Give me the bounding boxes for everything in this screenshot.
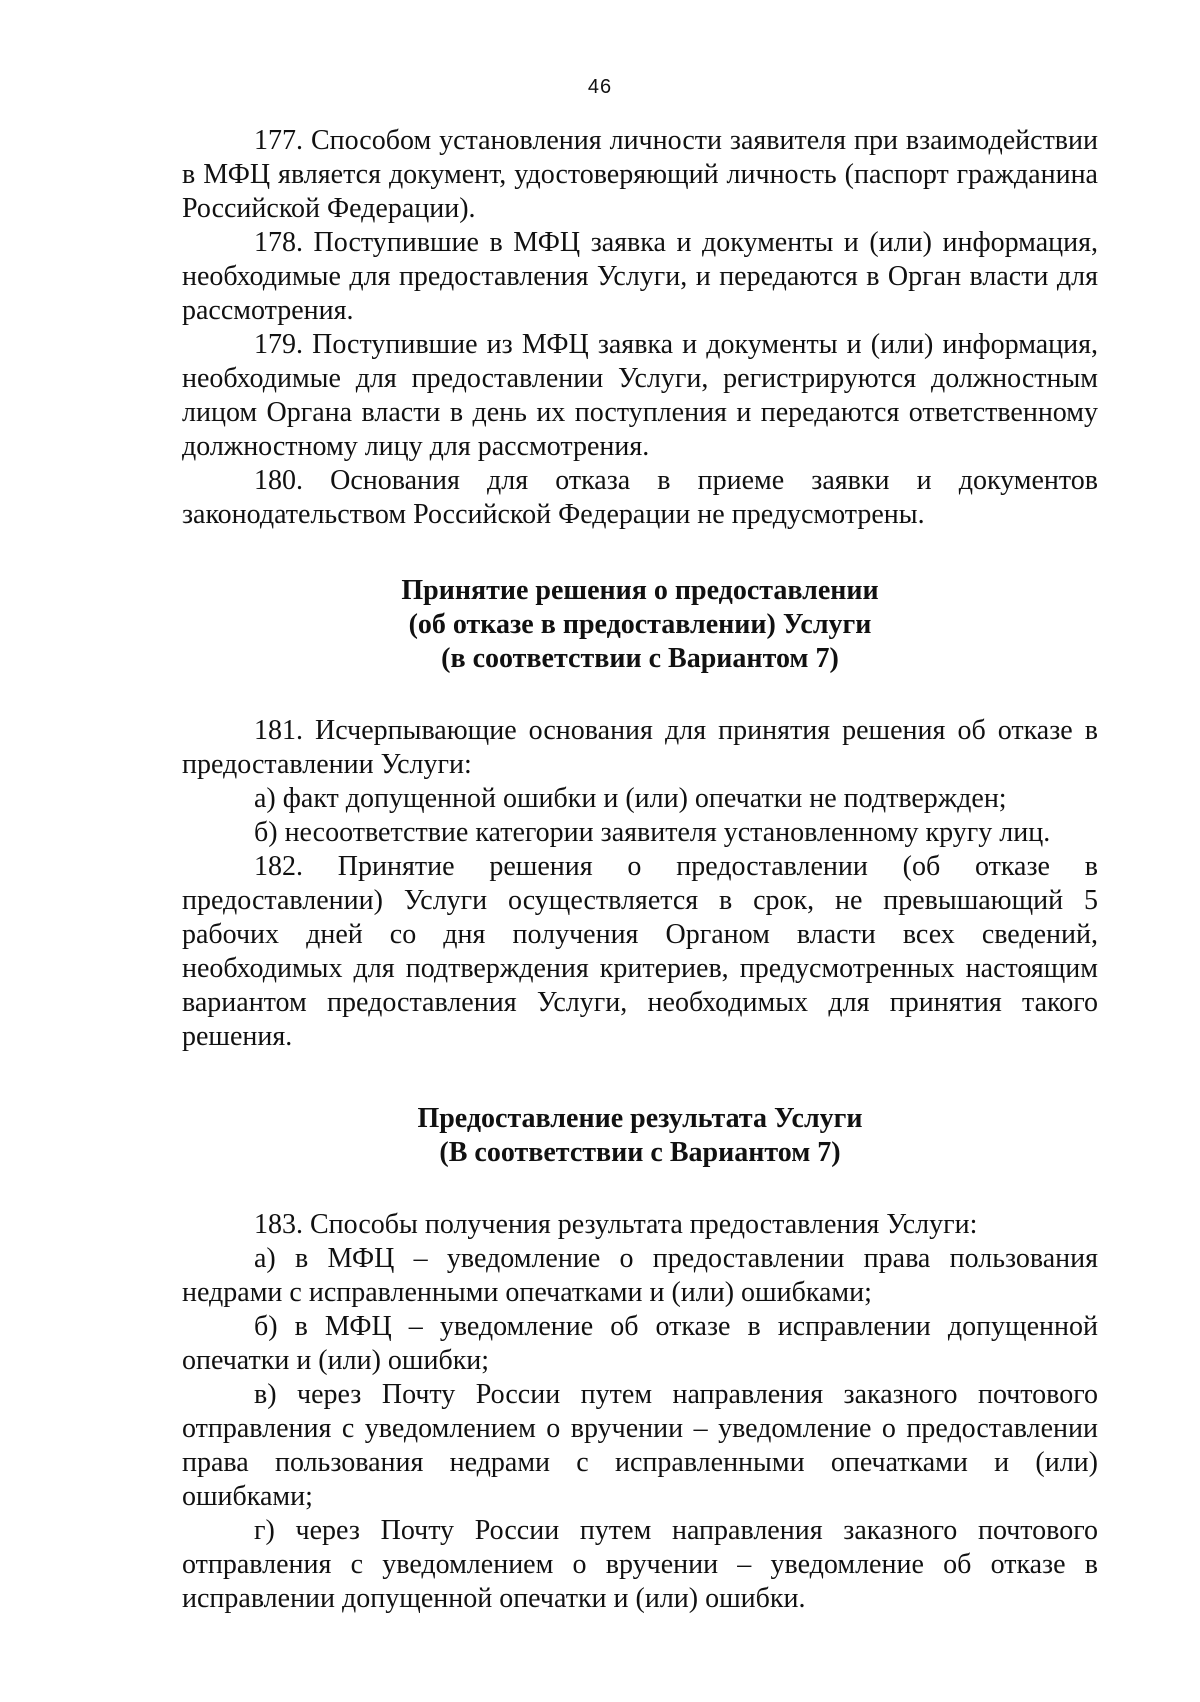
paragraph-182: 182. Принятие решения о предоставлении (об отказе в предоставлении) Услуги осуществляется в срок, не превышающий 5 рабочих дней со дня получения Органом власти всех сведений, необходимых для подтверждения критериев, предусмотренных настоящим вариантом предоставления Услуги, необходимых для принятия такого решения. bbox=[182, 851, 1098, 1052]
list-item-b: б) в МФЦ – уведомление об отказе в исправлении допущенной опечатки и (или) ошибки; bbox=[182, 1311, 1098, 1376]
heading-line: (в соответствии с Вариантом 7) bbox=[441, 643, 839, 674]
paragraph-181: 181. Исчерпывающие основания для принятия решения об отказе в предоставлении Услуги: bbox=[182, 715, 1098, 780]
page-number: 46 bbox=[587, 76, 613, 98]
paragraph-180: 180. Основания для отказа в приеме заявки и документов законодательством Российской Федерации не предусмотрены. bbox=[182, 465, 1098, 530]
list-item-a: а) факт допущенной ошибки и (или) опечатки не подтвержден; bbox=[254, 783, 1007, 814]
paragraph-177: 177. Способом установления личности заявителя при взаимодействии в МФЦ является документ, удостоверяющий личность (паспорт гражданина Российской Федерации). bbox=[182, 125, 1098, 224]
list-item-a: а) в МФЦ – уведомление о предоставлении права пользования недрами с исправленными опечатками и (или) ошибками; bbox=[182, 1243, 1098, 1308]
paragraph-183: 183. Способы получения результата предоставления Услуги: bbox=[254, 1209, 978, 1240]
list-item-v: в) через Почту России путем направления заказного почтового отправления с уведомлением о вручении – уведомление о предоставлении права пользования недрами с исправленными опечатками и (или) ошибками; bbox=[182, 1379, 1098, 1512]
section-heading-result bbox=[182, 1102, 1098, 1170]
heading-line: Принятие решения о предоставлении bbox=[401, 575, 879, 606]
paragraph-178: 178. Поступившие в МФЦ заявка и документы и (или) информация, необходимые для предоставления Услуги, и передаются в Орган власти для рассмотрения. bbox=[182, 227, 1098, 326]
document-body bbox=[182, 124, 1098, 1616]
list-item-b: б) несоответствие категории заявителя установленному кругу лиц. bbox=[254, 817, 1051, 848]
paragraph-179: 179. Поступившие из МФЦ заявка и документы и (или) информация, необходимые для предоставлении Услуги, регистрируются должностным лицом Органа власти в день их поступления и передаются ответственному должностному лицу для рассмотрения. bbox=[182, 329, 1098, 462]
list-item-g: г) через Почту России путем направления заказного почтового отправления с уведомлением о вручении – уведомление об отказе в исправлении допущенной опечатки и (или) ошибки. bbox=[182, 1515, 1098, 1614]
heading-line: Предоставление результата Услуги bbox=[417, 1103, 863, 1134]
heading-line: (В соответствии с Вариантом 7) bbox=[439, 1137, 841, 1168]
section-heading-decision bbox=[182, 574, 1098, 676]
heading-line: (об отказе в предоставлении) Услуги bbox=[408, 609, 872, 640]
